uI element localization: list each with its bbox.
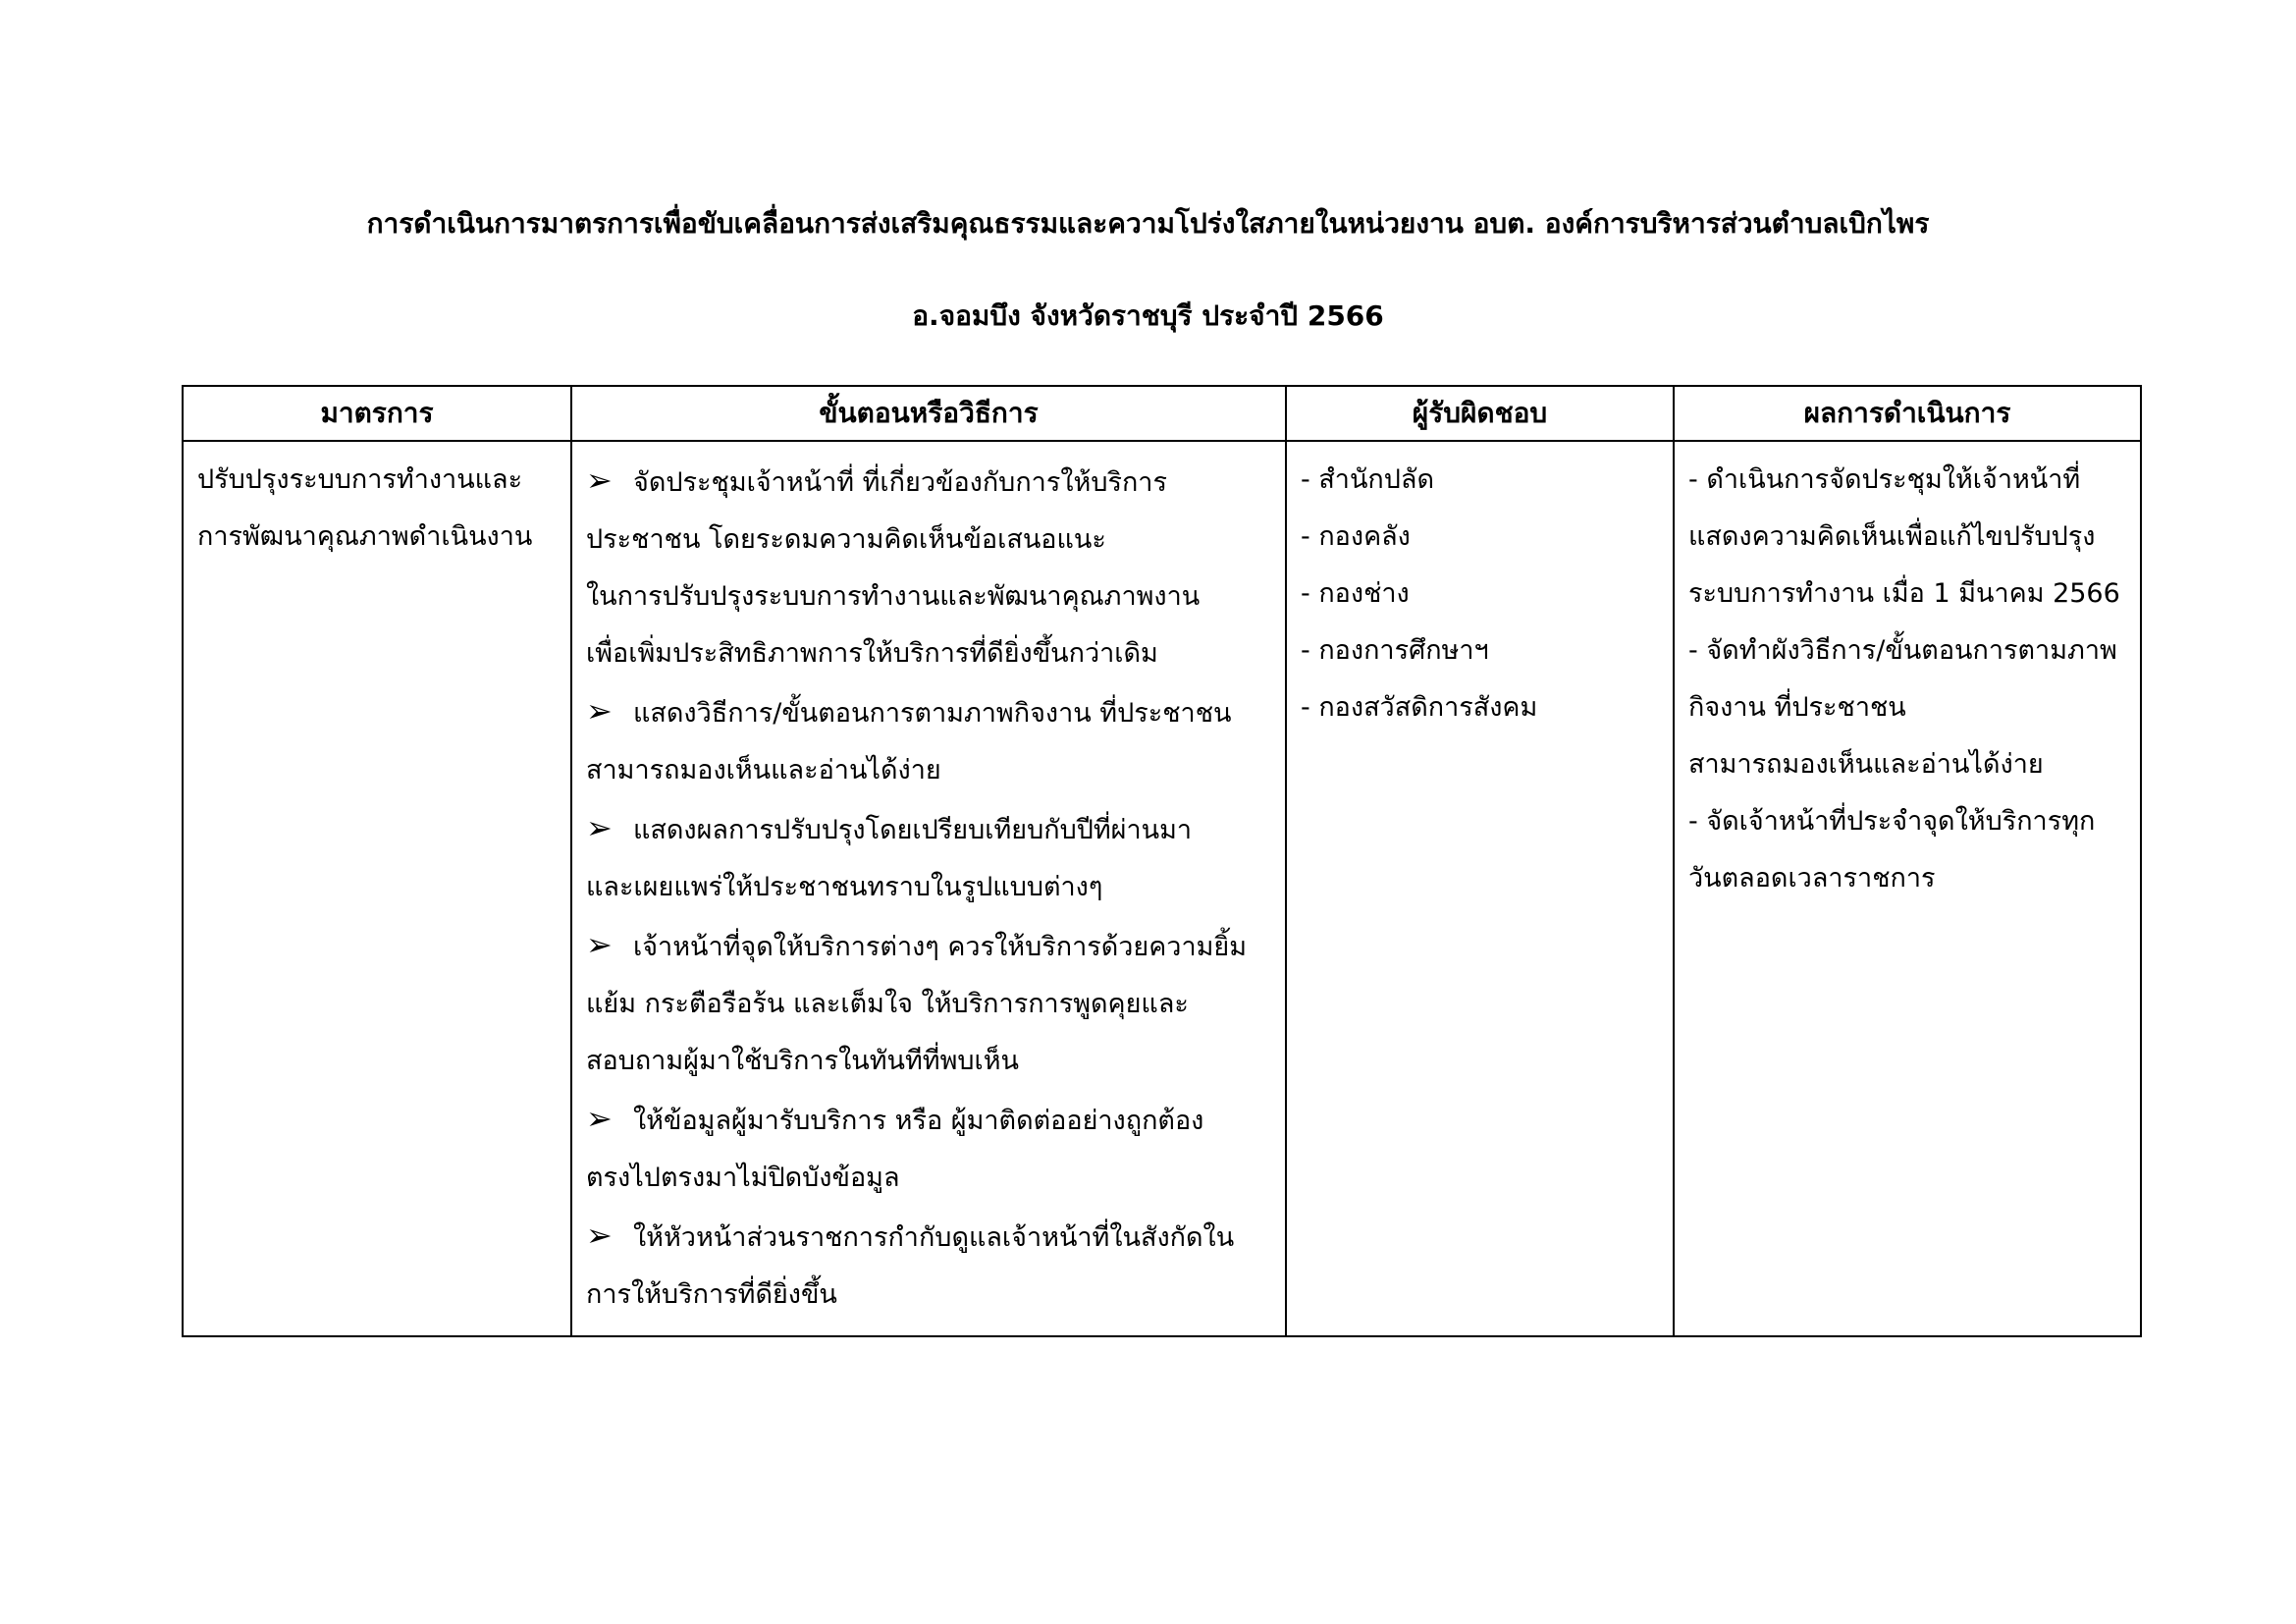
steps-cell bbox=[571, 441, 1286, 1336]
measure-line: ปรับปรุงระบบการทำงานและ bbox=[197, 464, 523, 495]
header-measure: มาตรการ bbox=[183, 386, 571, 441]
step-line: และเผยแพร่ให้ประชาชนทราบในรูปแบบต่างๆ bbox=[586, 872, 1103, 902]
header-responsible: ผู้รับผิดชอบ bbox=[1286, 386, 1674, 441]
table-header-row bbox=[183, 386, 2141, 441]
result-line: ระบบการทำงาน เมื่อ 1 มีนาคม 2566 bbox=[1688, 578, 2120, 609]
step-item bbox=[586, 452, 1271, 682]
measure-cell bbox=[183, 441, 571, 1336]
step-line: ตรงไปตรงมาไม่ปิดบังข้อมูล bbox=[586, 1163, 900, 1193]
step-line: เพื่อเพิ่มประสิทธิภาพการให้บริการที่ดียิ่งขึ้นกว่าเดิม bbox=[586, 638, 1158, 669]
step-item bbox=[586, 916, 1271, 1090]
arrow-bullet-icon: ➢ bbox=[586, 461, 613, 499]
header-steps: ขั้นตอนหรือวิธีการ bbox=[571, 386, 1286, 441]
step-line: ➢ ให้ข้อมูลผู้มารับบริการ หรือ ผู้มาติดต่ออย่างถูกต้อง bbox=[586, 1106, 1203, 1136]
step-line: สอบถามผู้มาใช้บริการในทันทีที่พบเห็น bbox=[586, 1046, 1019, 1076]
arrow-bullet-icon: ➢ bbox=[586, 1217, 613, 1254]
step-line: ประชาชน โดยระดมความคิดเห็นข้อเสนอแนะ bbox=[586, 524, 1106, 555]
step-line: ➢ เจ้าหน้าที่จุดให้บริการต่างๆ ควรให้บริการด้วยความยิ้ม bbox=[586, 932, 1247, 962]
result-line: - จัดเจ้าหน้าที่ประจำจุดให้บริการทุก bbox=[1688, 806, 2096, 837]
step-item bbox=[586, 799, 1271, 916]
responsible-item: - กองการศึกษาฯ bbox=[1301, 635, 1489, 666]
measures-table bbox=[182, 385, 2142, 1337]
document-title-line-2: อ.จอมบึง จังหวัดราชบุรี ประจำปี 2566 bbox=[912, 299, 1384, 332]
step-item bbox=[586, 682, 1271, 799]
step-line: ➢ แสดงวิธีการ/ขั้นตอนการตามภาพกิจงาน ที่ประชาชน bbox=[586, 698, 1232, 729]
result-line: - จัดทำผังวิธีการ/ขั้นตอนการตามภาพ bbox=[1688, 635, 2117, 666]
result-line: วันตลอดเวลาราชการ bbox=[1688, 863, 1936, 893]
arrow-bullet-icon: ➢ bbox=[586, 1100, 613, 1137]
responsible-item: - กองสวัสดิการสังคม bbox=[1301, 692, 1538, 723]
header-results: ผลการดำเนินการ bbox=[1674, 386, 2141, 441]
arrow-bullet-icon: ➢ bbox=[586, 926, 613, 963]
step-line: ➢ จัดประชุมเจ้าหน้าที่ ที่เกี่ยวข้องกับการให้บริการ bbox=[586, 467, 1167, 498]
result-line: กิจงาน ที่ประชาชน bbox=[1688, 692, 1906, 723]
document-title-line-1: การดำเนินการมาตรการเพื่อขับเคลื่อนการส่งเสริมคุณธรรมและความโปร่งใสภายในหน่วยงาน อบต. องค์การบริหารส่วนตำบลเบิกไพร bbox=[366, 207, 1930, 240]
step-line: ในการปรับปรุงระบบการทำงานและพัฒนาคุณภาพงาน bbox=[586, 581, 1201, 612]
responsible-cell bbox=[1286, 441, 1674, 1336]
step-line: การให้บริการที่ดียิ่งขึ้น bbox=[586, 1279, 837, 1310]
responsible-item: - กองคลัง bbox=[1301, 521, 1411, 552]
responsible-item: - สำนักปลัด bbox=[1301, 464, 1434, 495]
step-line: ➢ แสดงผลการปรับปรุงโดยเปรียบเทียบกับปีที่ผ่านมา bbox=[586, 815, 1192, 845]
responsible-item: - กองช่าง bbox=[1301, 578, 1410, 609]
arrow-bullet-icon: ➢ bbox=[586, 809, 613, 846]
table-row bbox=[183, 441, 2141, 1336]
step-item bbox=[586, 1090, 1271, 1207]
result-line: แสดงความคิดเห็นเพื่อแก้ไขปรับปรุง bbox=[1688, 521, 2096, 552]
step-line: แย้ม กระตือรือร้น และเต็มใจ ให้บริการการพูดคุยและ bbox=[586, 989, 1189, 1019]
result-line: - ดำเนินการจัดประชุมให้เจ้าหน้าที่ bbox=[1688, 464, 2081, 495]
step-line: สามารถมองเห็นและอ่านได้ง่าย bbox=[586, 755, 941, 785]
result-line: สามารถมองเห็นและอ่านได้ง่าย bbox=[1688, 749, 2044, 780]
results-cell bbox=[1674, 441, 2141, 1336]
step-line: ➢ ให้หัวหน้าส่วนราชการกำกับดูแลเจ้าหน้าที่ในสังกัดใน bbox=[586, 1222, 1234, 1253]
arrow-bullet-icon: ➢ bbox=[586, 692, 613, 730]
measure-line: การพัฒนาคุณภาพดำเนินงาน bbox=[197, 521, 533, 552]
step-item bbox=[586, 1207, 1271, 1324]
